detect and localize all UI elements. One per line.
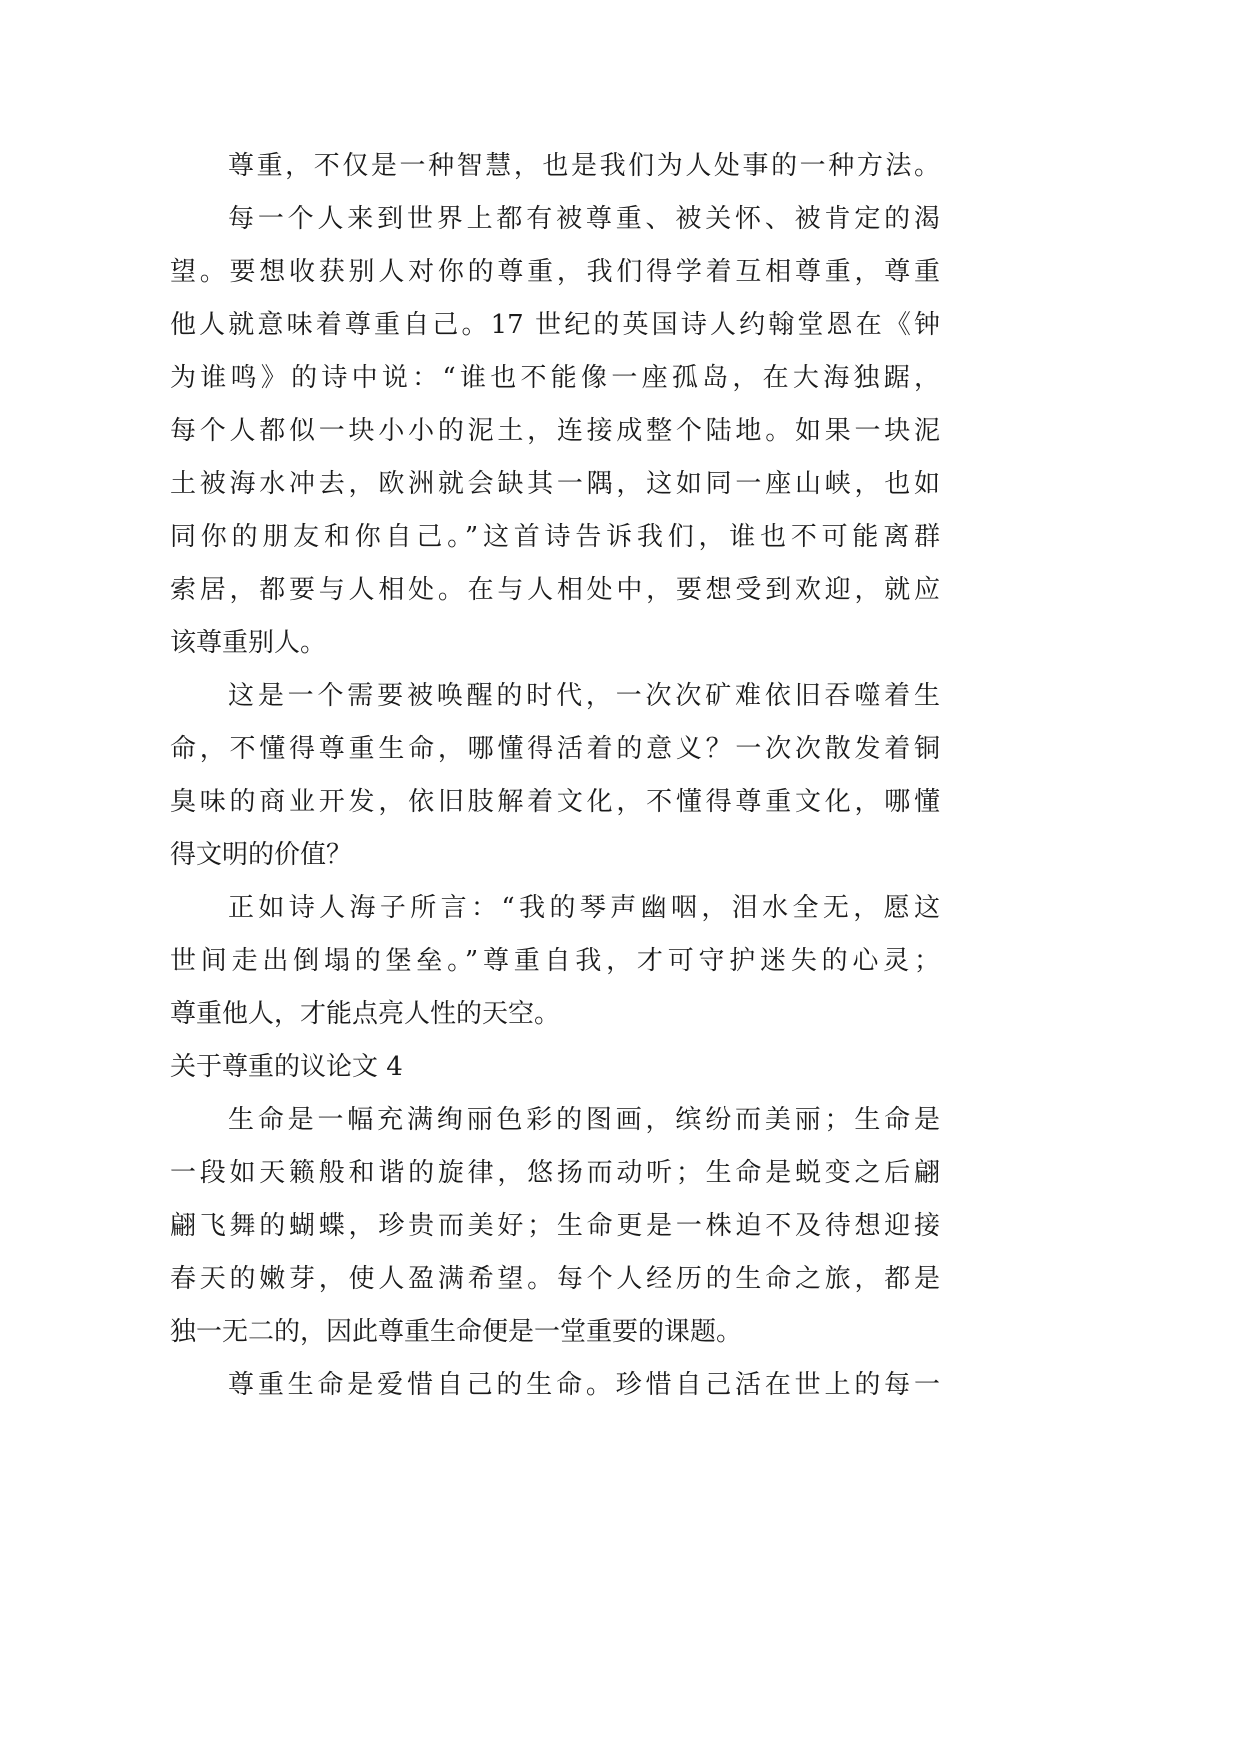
paragraph-3-line-1: 这是一个需要被唤醒的时代，一次次矿难依旧吞噬着生 (228, 681, 940, 711)
paragraph-3-line-3: 臭味的商业开发，依旧肢解着文化，不懂得尊重文化，哪懂 (170, 787, 940, 817)
paragraph-2-line-8: 索居，都要与人相处。在与人相处中，要想受到欢迎，就应 (170, 575, 940, 605)
paragraph-2-line-2: 望。要想收获别人对你的尊重，我们得学着互相尊重，尊重 (170, 257, 940, 287)
section-title: 关于尊重的议论文 4 (170, 1052, 403, 1082)
paragraph-5-line-1: 生命是一幅充满绚丽色彩的图画，缤纷而美丽；生命是 (228, 1105, 940, 1135)
paragraph-1-line-1: 尊重，不仅是一种智慧，也是我们为人处事的一种方法。 (228, 151, 940, 181)
paragraph-5-line-5: 独一无二的，因此尊重生命便是一堂重要的课题。 (170, 1317, 743, 1347)
paragraph-3-line-2: 命，不懂得尊重生命，哪懂得活着的意义？一次次散发着铜 (170, 734, 940, 764)
paragraph-4-line-1: 正如诗人海子所言：“我的琴声幽咽，泪水全无，愿这 (228, 893, 940, 923)
paragraph-4-line-2: 世间走出倒塌的堡垒。”尊重自我，才可守护迷失的心灵； (170, 946, 940, 976)
paragraph-2-line-3: 他人就意味着尊重自己。17 世纪的英国诗人约翰堂恩在《钟 (170, 310, 940, 340)
paragraph-6-line-1: 尊重生命是爱惜自己的生命。珍惜自己活在世上的每一 (228, 1370, 940, 1400)
paragraph-2-line-1: 每一个人来到世界上都有被尊重、被关怀、被肯定的渴 (228, 204, 940, 234)
paragraph-5-line-2: 一段如天籁般和谐的旋律，悠扬而动听；生命是蜕变之后翩 (170, 1158, 940, 1188)
paragraph-3-line-4: 得文明的价值？ (170, 840, 353, 870)
paragraph-2-line-6: 土被海水冲去，欧洲就会缺其一隅，这如同一座山峡，也如 (170, 469, 940, 499)
paragraph-4-line-3: 尊重他人，才能点亮人性的天空。 (170, 999, 561, 1029)
paragraph-5-line-3: 翩飞舞的蝴蝶，珍贵而美好；生命更是一株迫不及待想迎接 (170, 1211, 940, 1241)
paragraph-2-line-7: 同你的朋友和你自己。”这首诗告诉我们，谁也不可能离群 (170, 522, 940, 552)
paragraph-5-line-4: 春天的嫩芽，使人盈满希望。每个人经历的生命之旅，都是 (170, 1264, 940, 1294)
paragraph-2-line-9: 该尊重别人。 (170, 628, 327, 658)
paragraph-2-line-5: 每个人都似一块小小的泥土，连接成整个陆地。如果一块泥 (170, 416, 940, 446)
paragraph-2-line-4: 为谁鸣》的诗中说：“谁也不能像一座孤岛，在大海独踞， (170, 363, 940, 393)
